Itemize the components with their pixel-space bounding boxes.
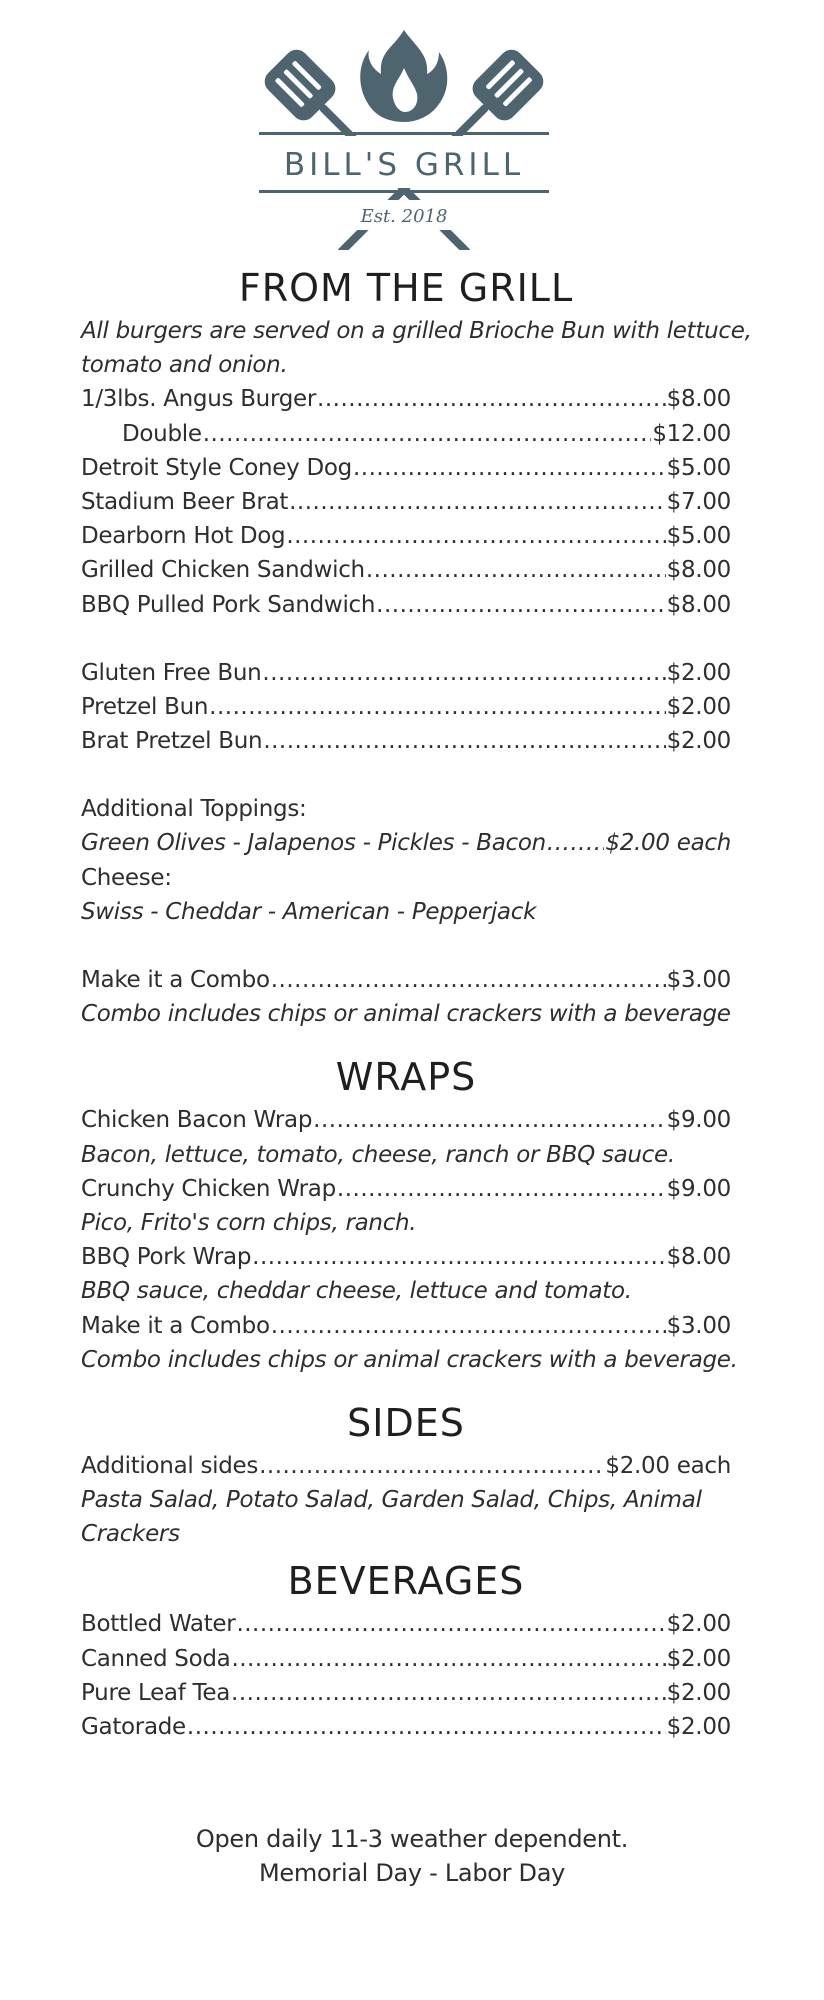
menu-item: Canned Soda ..... $2.00 [81,1642,731,1676]
bun-option: Pretzel Bun ..... $2.00 [81,690,731,724]
menu-item: Crunchy Chicken Wrap ..... $9.00 [81,1172,731,1206]
hours-text: Open daily 11-3 weather dependent. [195,1825,629,1853]
sides-list-cont: Crackers [81,1521,180,1548]
section-heading-grill: FROM THE GRILL [238,266,574,310]
item-description: BBQ sauce, cheddar cheese, lettuce and tomato. [81,1278,632,1305]
logo-established: Est. 2018 [360,206,448,227]
grill-intro: All burgers are served on a grilled Brioche Bun with lettuce, [81,318,752,344]
menu-item: Dearborn Hot Dog ..... $5.00 [81,519,731,553]
combo-note: Combo includes chips or animal crackers with a beverage. [81,1346,738,1373]
sides-list: Pasta Salad, Potato Salad, Garden Salad, Chips, Animal [81,1487,702,1514]
menu-content [81,262,752,1744]
menu-item: Double ..... $12.00 [81,417,731,451]
bills-grill-logo [253,28,555,250]
combo-item: Make it a Combo ..... $3.00 [81,1309,731,1343]
menu-footer [0,1822,824,1890]
menu-item: Bottled Water ..... $2.00 [81,1607,731,1641]
cheese-label: Cheese: [81,864,172,891]
menu-item: Stadium Beer Brat ..... $7.00 [81,485,731,519]
logo-name: BILL'S GRILL [283,147,525,183]
section-heading-beverages: BEVERAGES [287,1559,525,1604]
menu-item: Gatorade ..... $2.00 [81,1710,731,1744]
bun-option: Brat Pretzel Bun ..... $2.00 [81,724,731,758]
section-heading-wraps: WRAPS [335,1055,477,1100]
menu-item: Grilled Chicken Sandwich ..... $8.00 [81,553,731,587]
item-description: Pico, Frito's corn chips, ranch. [81,1209,417,1236]
grill-intro-cont: tomato and onion. [81,352,288,379]
bun-option: Gluten Free Bun ..... $2.00 [81,656,731,690]
toppings-label: Additional Toppings: [81,796,307,823]
toppings-options: Green Olives - Jalapenos - Pickles - Bacon ..... $2.00 each [81,826,731,860]
menu-item: Chicken Bacon Wrap ..... $9.00 [81,1103,731,1137]
cheese-options: Swiss - Cheddar - American - Pepperjack [81,898,537,925]
menu-item: Detroit Style Coney Dog ..... $5.00 [81,451,731,485]
season-text: Memorial Day - Labor Day [258,1859,566,1887]
menu-item: BBQ Pork Wrap ..... $8.00 [81,1240,731,1274]
item-description: Bacon, lettuce, tomato, cheese, ranch or BBQ sauce. [81,1141,675,1168]
combo-item: Make it a Combo ..... $3.00 [81,963,731,997]
combo-note: Combo includes chips or animal crackers with a beverage [81,1001,731,1028]
menu-item: Pure Leaf Tea ..... $2.00 [81,1676,731,1710]
menu-item: Additional sides ..... $2.00 each [81,1449,731,1483]
section-heading-sides: SIDES [347,1400,465,1445]
menu-item: BBQ Pulled Pork Sandwich ..... $8.00 [81,588,731,622]
menu-item: 1/3lbs. Angus Burger ..... $8.00 [81,382,731,416]
